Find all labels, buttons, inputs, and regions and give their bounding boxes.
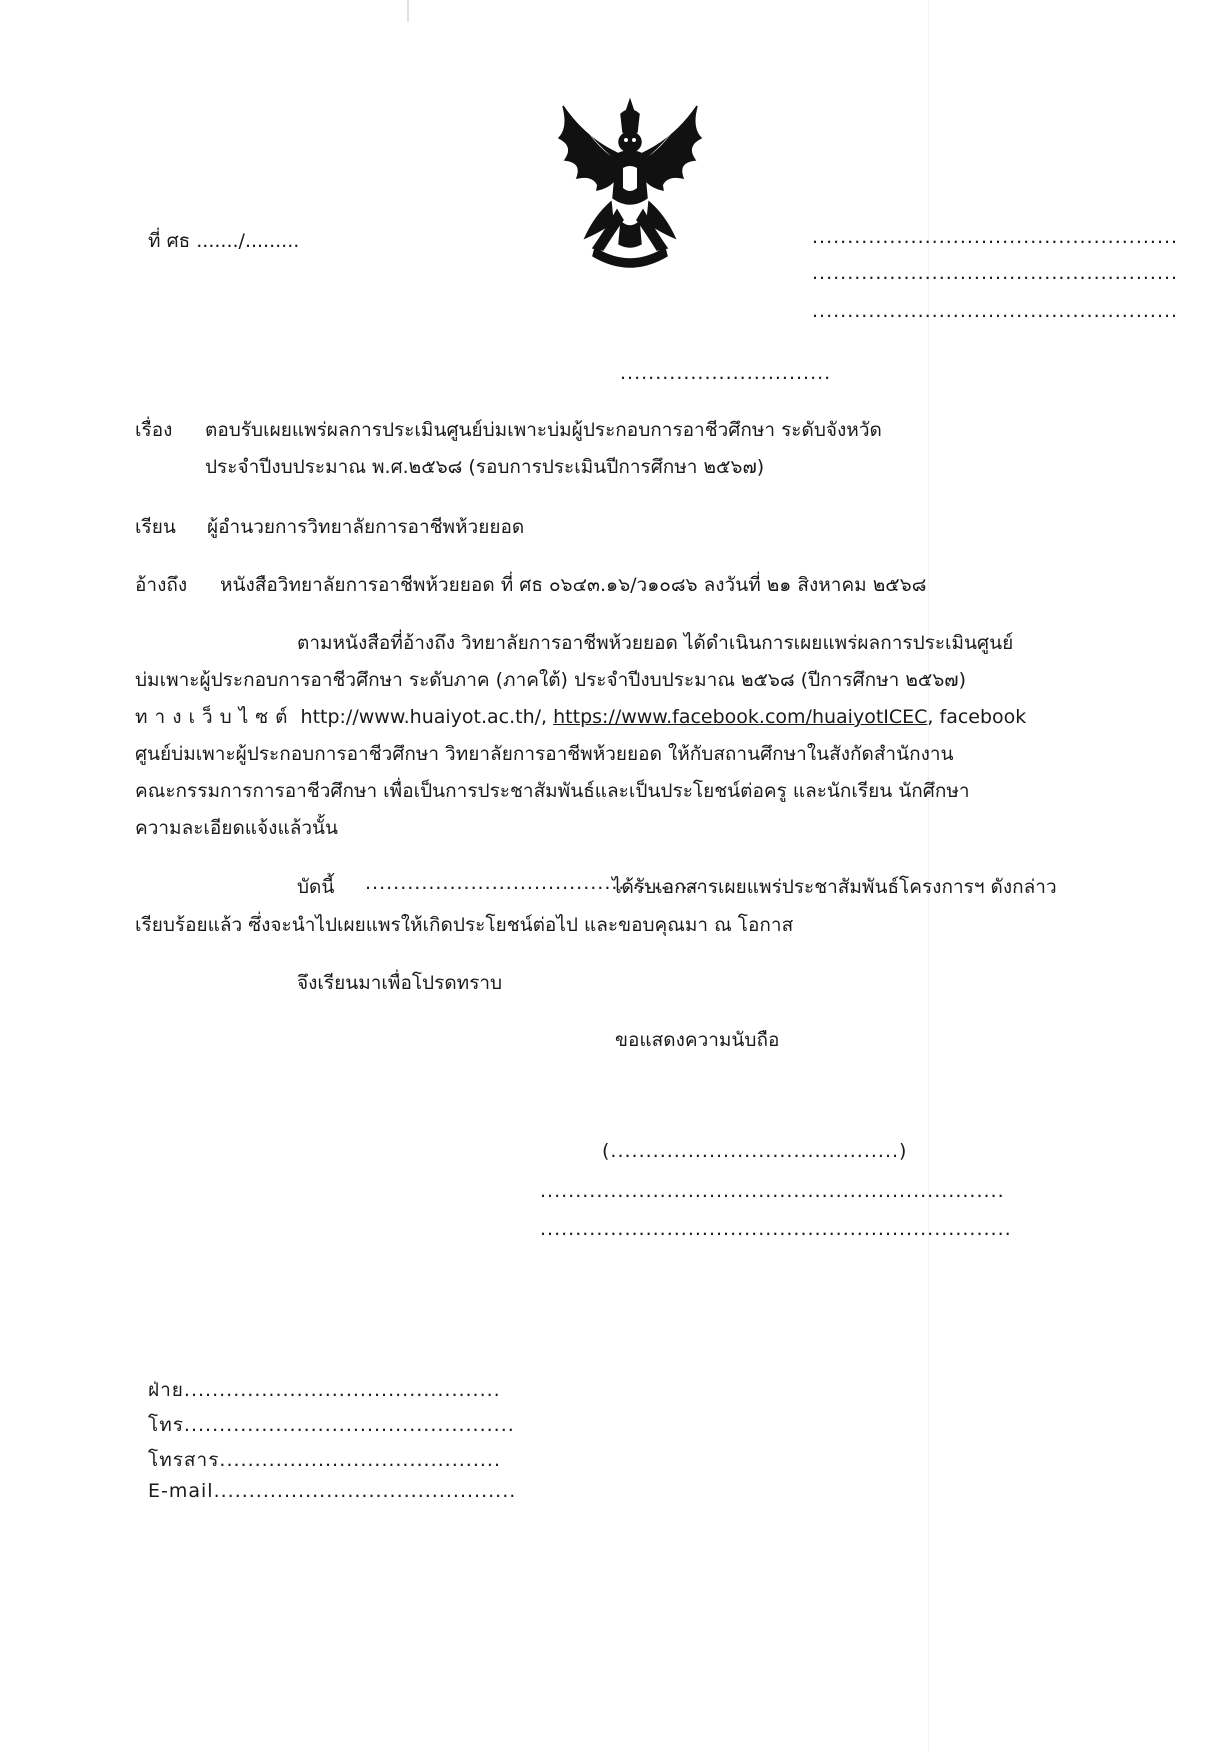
subject-line-2: ประจำปีงบประมาณ พ.ศ.๒๕๖๘ (รอบการประเมินปีการศึกษา ๒๕๖๗)	[205, 456, 765, 478]
closing-regards: ขอแสดงความนับถือ	[615, 1029, 780, 1051]
body-p3: จึงเรียนมาเพื่อโปรดทราบ	[297, 972, 503, 994]
website-url-link[interactable]: http://www.huaiyot.ac.th/,	[300, 706, 548, 728]
body-p2-suffix: ได้รับเอกสารเผยแพร่ประชาสัมพันธ์โครงการฯ ดังกล่าว	[612, 876, 1057, 898]
body-p2-dots: ................................................	[365, 872, 703, 894]
reference-label: อ้างถึง	[135, 574, 188, 596]
scan-artifact-mark	[407, 0, 409, 22]
body-p2-line-2: เรียบร้อยแล้ว ซึ่งจะนำไปเผยแพรให้เกิดประโยชน์ต่อไป และขอบคุณมา ณ โอกาส	[135, 914, 794, 936]
document-number: ที่ ศธ ......./.........	[148, 230, 300, 252]
body-line-5: คณะกรรมการการอาชีวศึกษา เพื่อเป็นการประชาสัมพันธ์และเป็นประโยชน์ต่อครู และนักเรียน นักศึกษา	[135, 780, 970, 802]
subject-label: เรื่อง	[135, 419, 173, 441]
reference-text: หนังสือวิทยาลัยการอาชีพห้วยยอด ที่ ศธ ๐๖๔๓.๑๖/ว๑๐๘๖ ลงวันที่ ๒๑ สิงหาคม ๒๕๖๘	[220, 574, 927, 596]
body-line-1: ตามหนังสือที่อ้างถึง วิทยาลัยการอาชีพห้วยยอด ได้ดำเนินการเผยแพร่ผลการประเมินศูนย์	[297, 632, 1014, 654]
footer-department: ฝ่าย.............................................	[148, 1379, 501, 1401]
salutation-recipient: ผู้อำนวยการวิทยาลัยการอาชีพห้วยยอด	[207, 516, 525, 538]
garuda-emblem-icon	[555, 98, 705, 273]
body-paragraph-1	[135, 625, 1090, 847]
body-line-6: ความละเอียดแจ้งแล้วนั้น	[135, 817, 338, 839]
footer-telephone: โทร...............................................	[148, 1414, 515, 1436]
signature-position-line-1: ..................................................................	[540, 1180, 1005, 1202]
body-line-3	[135, 699, 1090, 736]
address-line-2: ....................................................	[812, 262, 1179, 284]
website-prefix: ทางเว็บไซต์	[135, 706, 295, 728]
address-line-3: ....................................................	[812, 300, 1179, 322]
facebook-suffix: , facebook	[927, 706, 1027, 728]
body-p2-prefix: บัดนี้	[297, 876, 335, 898]
salutation-label: เรียน	[135, 516, 176, 538]
footer-fax: โทรสาร........................................	[148, 1449, 501, 1471]
subject-line-1: ตอบรับเผยแพร่ผลการประเมินศูนย์บ่มเพาะบ่มผู้ประกอบการอาชีวศึกษา ระดับจังหวัด	[205, 419, 882, 441]
body-line-4: ศูนย์บ่มเพาะผู้ประกอบการอาชีวศึกษา วิทยาลัยการอาชีพห้วยยอด ให้กับสถานศึกษาในสังกัดสำนักงาน	[135, 743, 954, 765]
address-line-1: ....................................................	[812, 226, 1179, 248]
date-line: ..............................	[620, 362, 832, 384]
signature-name-line: (.........................................)	[602, 1140, 908, 1162]
body-line-2: บ่มเพาะผู้ประกอบการอาชีวศึกษา ระดับภาค (ภาคใต้) ประจำปีงบประมาณ ๒๕๖๘ (ปีการศึกษา ๒๕๖๗)	[135, 669, 966, 691]
footer-email: E-mail...........................................	[148, 1480, 517, 1502]
facebook-url-link[interactable]: https://www.facebook.com/huaiyotICEC	[553, 706, 928, 728]
signature-position-line-2: ...................................................................	[540, 1218, 1012, 1240]
